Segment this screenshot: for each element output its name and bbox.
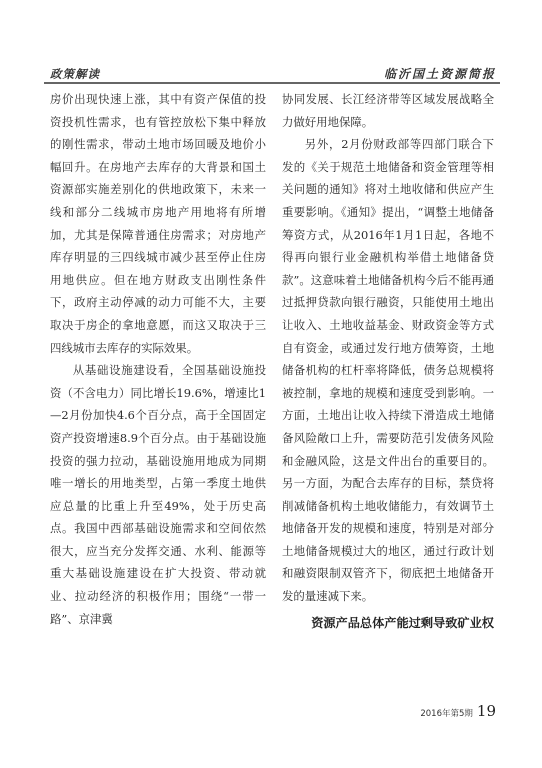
page-footer [420, 702, 496, 720]
section-label: 政策解读 [50, 67, 100, 81]
page-number: 19 [476, 702, 496, 720]
paragraph-infrastructure: 从基础设施建设看，全国基础设施投资（不含电力）同比增长19.6%，增速比1—2月份加快4.6个百分点，高于全国固定资产投资增速8.9个百分点。由于基础设施投资的强力拉动，基础设施用地成为同期唯一增长的用地类型，占第一季度土地供应总量的比重上升至49%，处于历史高点。我国中西部基础设施需求和空间依然很大，应当充分发挥交通、水利、能源等重大基础设施建设在扩大投资、带动就业、拉动经济的积极作用；围绕“一带一路”、京津冀 [50, 363, 266, 626]
journal-title: 临沂国土资源简报 [383, 67, 496, 81]
paragraph-continued: 房价出现快速上涨，其中有资产保值的投资投机性需求，也有管控放松下集中释放的刚性需求，带动土地市场回暖及地价小幅回升。在房地产去库存的大背景和国土资源部实施差别化的供地政策下，未来一线和部分二线城市房地产用地将有所增加，尤其是保障普通住房需求；对房地产库存明显的三四线城市减少甚至停止住房用地供应。但在地方财政支出刚性条件下，政府主动停减的动力可能不大，主要取决于房企的拿地意愿，而这又取决于三四线城市去库存的实际效果。 [50, 92, 266, 355]
issue-label: 2016年第5期 [420, 709, 473, 719]
section-heading: 资源产品总体产能过剩导致矿业权 [311, 615, 494, 630]
paragraph-land-reserve: 另外，2月份财政部等四部门联合下发的《关于规范土地储备和资金管理等相关问题的通知》将对土地收储和供应产生重要影响。《通知》提出，“调整土地储备筹资方式，从2016年1月1日起，各地不得再向银行业金融机构举借土地储备贷款”。这意味着土地储备机构今后不能再通过抵押贷款向银行融资，只能使用土地出让收入、土地收益基金、财政资金等方式自有资金，或通过发行地方债筹资，土地储备机构的杠杆率将降低，债务总规模将被控制，拿地的规模和速度受到影响。一方面，土地出让收入持续下滑造成土地储备风险敞口上升，需要防范引发债务风险和金融风险，这是文件出台的重要目的。另一方面，为配合去库存的目标，禁贷将削减储备机构土地收储能力，有效调节土地储备开发的规模和速度，特别是对部分土地储备规模过大的地区，通过行政计划和融资限制双管齐下，彻底把土地储备开发的量速减下来。 [282, 137, 494, 604]
right-column [282, 88, 494, 634]
paragraph-continued-right: 协同发展、长江经济带等区域发展战略全力做好用地保障。 [282, 92, 494, 129]
left-column [50, 88, 266, 630]
header-divider [44, 82, 500, 84]
